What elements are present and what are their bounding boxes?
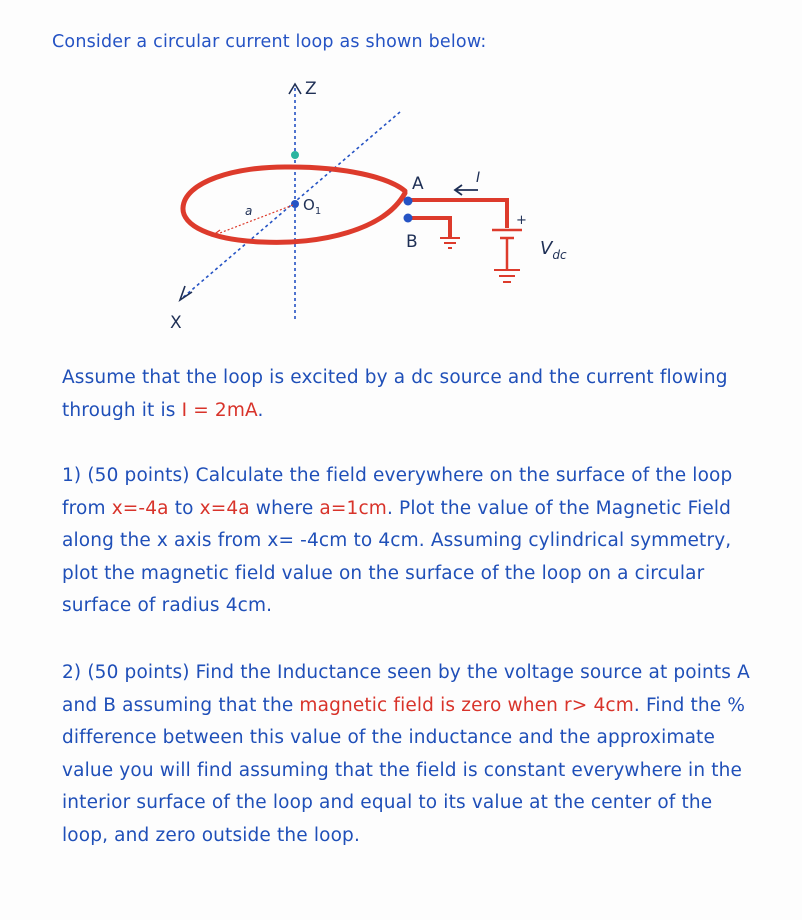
question-2-paragraph [62, 657, 752, 852]
radius-line [212, 205, 293, 236]
point-a-label: A [412, 174, 424, 194]
q1-radius: a=1cm [319, 497, 387, 519]
q2-text-2: . Find the % difference between this value of the inductance and the approximate value you will find assuming that the field is constant everywhere in the interior surface of the loop and equal to its value at the center of the loop, and zero outside the loop. [62, 694, 746, 846]
x-axis-label: X [170, 313, 182, 333]
z-axis-label: Z [305, 79, 317, 99]
point-b-dot [404, 214, 413, 223]
q1-range-end: x=4a [199, 497, 250, 519]
q2-condition: magnetic field is zero when r> 4cm [299, 694, 634, 716]
assume-end: . [257, 399, 264, 421]
assumption-paragraph [62, 362, 752, 427]
current-value: I = 2mA [181, 399, 258, 421]
radius-label: a [245, 204, 253, 218]
current-label: I [476, 170, 481, 186]
q1-text-1: 1) (50 points) Calculate the field everywhere on the surface of the loop from [62, 465, 733, 519]
point-a-dot [404, 197, 413, 206]
q1-range-start: x=-4a [111, 497, 169, 519]
center-dot [291, 200, 299, 208]
question-1-paragraph [62, 460, 752, 623]
point-b-label: B [406, 232, 418, 252]
lead-a [407, 200, 507, 228]
intro-text: Consider a circular current loop as shown below: [52, 32, 487, 52]
x-axis-arrow-icon [180, 286, 192, 300]
q1-text-2: to [168, 497, 200, 519]
center-label: $O_1$ [303, 196, 322, 217]
q2-text-1: 2) (50 points) Find the Inductance seen by the voltage source at points A and B assuming that the [62, 662, 750, 716]
x-axis-line [180, 112, 400, 300]
q1-text-3: where [249, 497, 320, 519]
assume-text: Assume that the loop is excited by a dc source and the current flowing through it is [62, 367, 728, 421]
q1-text-4: . Plot the value of the Magnetic Field along the x axis from x= -4cm to 4cm. Assuming cylindrical symmetry, plot the magnetic field value on the surface of the loop on a circular surface of radius 4cm. [62, 497, 732, 616]
current-arrow-icon [455, 185, 478, 195]
plus-label: + [516, 213, 527, 228]
current-loop-diagram [150, 70, 610, 340]
z-top-dot [291, 151, 299, 159]
vdc-label: $V_{dc}$ [540, 238, 567, 262]
